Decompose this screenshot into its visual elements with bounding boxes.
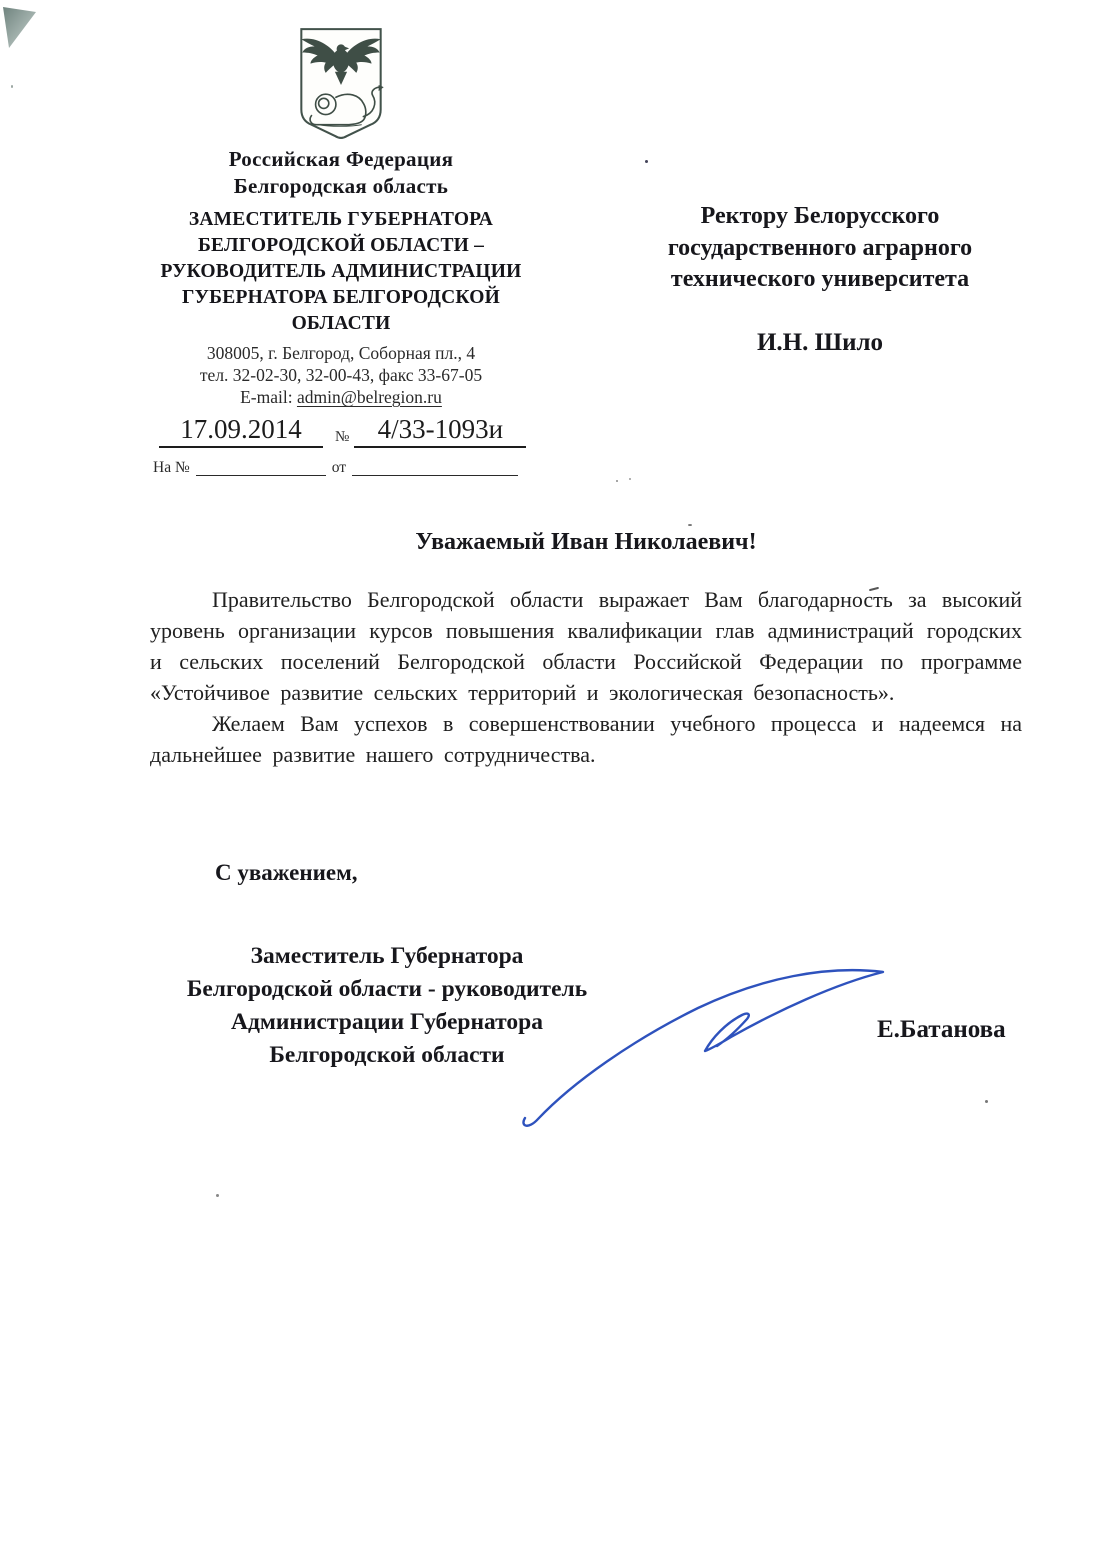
- date-number-row: [126, 415, 556, 448]
- signer-title-line: Белгородской области - руководитель: [186, 976, 588, 1002]
- salutation: Уважаемый Иван Николаевич!: [415, 529, 757, 555]
- recipient-name: И.Н. Шило: [756, 328, 884, 356]
- scan-speck: [11, 85, 13, 88]
- ref-number-blank: [196, 461, 326, 476]
- number-sign: №: [335, 429, 350, 445]
- region-line: Белгородская область: [233, 174, 449, 198]
- ref-date-blank: [352, 461, 518, 476]
- signer-title-line: Администрации Губернатора: [231, 1009, 543, 1035]
- country-line: Российская Федерация: [228, 147, 454, 171]
- office-title-line: ОБЛАСТИ: [291, 313, 391, 334]
- letter-date: 17.09.2014: [159, 415, 323, 448]
- recipient-line: Ректору Белорусского: [700, 203, 940, 229]
- ref-label: На №: [153, 459, 190, 476]
- email-line: [126, 386, 556, 408]
- letterhead: [126, 24, 556, 476]
- office-title-line: ГУБЕРНАТОРА БЕЛГОРОДСКОЙ: [182, 287, 500, 308]
- ref-from-label: от: [331, 459, 347, 476]
- signer-title-line: Заместитель Губернатора: [250, 943, 524, 969]
- scan-speck: [629, 478, 631, 480]
- office-title-line: РУКОВОДИТЕЛЬ АДМИНИСТРАЦИИ: [160, 261, 522, 282]
- office-title-line: ЗАМЕСТИТЕЛЬ ГУБЕРНАТОРА: [188, 209, 494, 230]
- phone-fax-line: тел. 32-02-30, 32-00-43, факс 33-67-05: [199, 365, 483, 385]
- recipient-block: [640, 201, 1000, 358]
- recipient-line: государственного аграрного: [667, 234, 973, 261]
- letter-body: [150, 527, 1022, 770]
- signer-title-line: Белгородской области: [269, 1042, 505, 1068]
- letter-number: 4/33-1093и: [354, 415, 526, 448]
- contact-block: [126, 342, 556, 408]
- scan-fold-artifact: [0, 0, 44, 54]
- email-label: E-mail:: [240, 387, 293, 407]
- closing-phrase: С уважением,: [215, 860, 358, 885]
- recipient-line: технического университета: [670, 266, 970, 292]
- handwritten-signature: [515, 950, 905, 1150]
- reference-row: [126, 460, 556, 476]
- scan-speck: [688, 524, 692, 526]
- email-address: admin@belregion.ru: [296, 387, 442, 407]
- scan-speck: [616, 480, 618, 482]
- postal-address: 308005, г. Белгород, Соборная пл., 4: [206, 343, 476, 363]
- scan-speck: [216, 1194, 219, 1197]
- scan-speck: [985, 1100, 988, 1103]
- paragraph-2: Желаем Вам успехов в совершенствовании учебного процесса и надеемся на дальнейшее развитие нашего сотрудничества.: [150, 711, 1022, 767]
- signer-name: Е.Батанова: [877, 1016, 1006, 1043]
- office-title-line: БЕЛГОРОДСКОЙ ОБЛАСТИ –: [197, 235, 485, 256]
- office-title: [126, 207, 556, 337]
- paragraph-1: Правительство Белгородской области выражает Вам благодарность за высокий уровень организации курсов повышения квалификации глав администраций городских и сельских поселений Белгородской области Российской Федерации по программе «Устойчивое развитие сельских территорий и экологическая безопасность».: [150, 587, 1022, 705]
- scan-speck: [645, 160, 648, 163]
- coat-of-arms-belgorod: [294, 24, 388, 142]
